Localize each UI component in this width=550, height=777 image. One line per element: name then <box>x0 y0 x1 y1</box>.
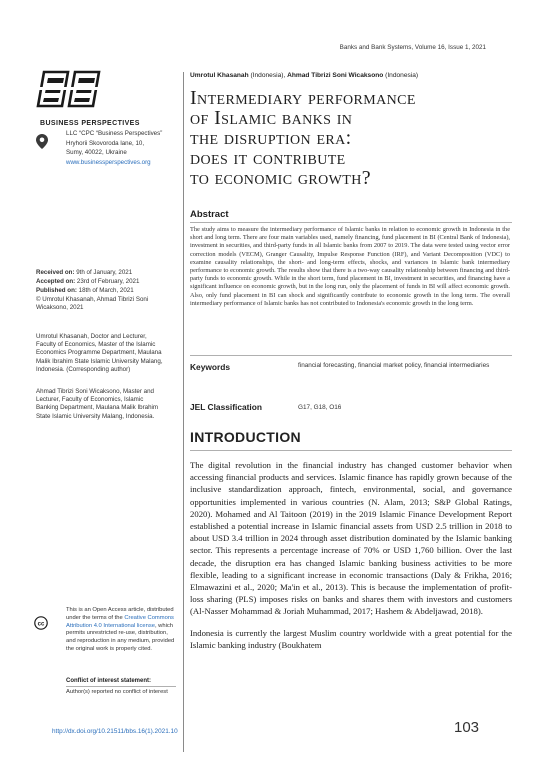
journal-line: Banks and Bank Systems, Volume 16, Issue 1, 2021 <box>339 44 486 51</box>
keywords-text: financial forecasting, financial market policy, financial intermediaries <box>298 362 490 369</box>
open-access-notice <box>66 607 176 654</box>
address-line: LLC “CPC “Business Perspectives” <box>66 130 163 137</box>
license-link[interactable]: Creative Commons Attribution 4.0 International license <box>66 614 174 629</box>
title-line: of Islamic banks in <box>190 107 353 129</box>
open-access-text: , which permits unrestricted re-use, distribution, and reproduction in any medium, provided the original work is properly cited. <box>66 622 175 652</box>
abstract-heading: Abstract <box>190 209 229 220</box>
introduction-body <box>190 459 512 651</box>
page-number: 103 <box>454 719 480 736</box>
accepted-date <box>36 277 139 286</box>
doi-link[interactable]: http://dx.doi.org/10.21511/bbs.16(1).2021.10 <box>52 728 178 735</box>
copyright-notice: © Umrotul Khasanah, Ahmad Tibrizi Soni Wicaksono, 2021 <box>36 296 149 312</box>
conflict-rule <box>66 686 176 687</box>
abstract-rule <box>190 222 512 223</box>
author-name: Umrotul Khasanah <box>190 72 249 79</box>
publisher-address <box>66 129 171 158</box>
business-perspectives-logo <box>34 68 109 110</box>
creative-commons-icon <box>34 616 48 630</box>
publisher-website-link[interactable]: www.businessperspectives.org <box>66 159 151 166</box>
title-line: the disruption era: <box>190 127 352 149</box>
title-line: Intermediary performance <box>190 87 416 109</box>
author-line <box>190 72 418 79</box>
author-country: (Indonesia), <box>248 72 288 79</box>
conflict-of-interest-label: Conflict of interest statement: <box>66 678 152 684</box>
received-value: 9th of January, 2021 <box>74 269 133 276</box>
abstract-text: The study aims to measure the intermediary performance of Islamic banks in relation to economic growth in Indonesia in the short and long term. There are four main variables used, namely financing, fund placement in BI (Central Bank of Indonesia), investment in securities, and third-party funds in all Islamic banks from 2007 to 2019. The data were tested using vector error correction models (VECM), Granger Causality, Impulse Response Function (IRF), and Variant Decomposition (VDC) to examine causality relationships, the short- and long-term effects, shocks, and variances in Islamic bank intermediary performance to economic growth. The results show that there is a two-way causality relationship between financing and third-party funds to economic growth. While in the short term, fund placement in BI, investment in securities, and financing have a significant influence on economic growth, but in the long run, only the placement of funds in BI will affect economic growth. Also, only fund placement in BI can shock and significantly contribute to economic growth in the long term. The overall intermediary performance of Islamic banks has not contributed to Indonesia's economic growth in the long term. <box>190 226 510 307</box>
title-line: to economic growth? <box>190 167 371 189</box>
address-line: Sumy, 40022, Ukraine <box>66 149 127 157</box>
jel-text: G17, G18, O16 <box>298 404 342 411</box>
open-access-text: This is an Open Access article, distributed under the terms of the <box>66 607 174 621</box>
received-date <box>36 268 139 277</box>
accepted-value: 23rd of February, 2021 <box>75 278 140 285</box>
author-country: (Indonesia) <box>383 72 419 79</box>
accepted-label: Accepted on: <box>36 278 76 285</box>
keywords-rule <box>190 355 512 356</box>
affiliation-second-author: Ahmad Tibrizi Soni Wicaksono, Master and Lecturer, Faculty of Economics, Islamic Banking Department, Maulana Malik Ibrahim State Islamic University Malang, Indonesia. <box>36 388 159 420</box>
received-label: Received on: <box>36 269 75 276</box>
column-divider <box>183 72 184 752</box>
published-label: Published on: <box>36 287 77 294</box>
keywords-label: Keywords <box>190 362 231 372</box>
publication-dates <box>36 268 139 295</box>
body-paragraph: The digital revolution in the financial industry has changed customer behavior when accessing financial products and services. Islamic finance has rapidly grown because of the inclusive standardization approach, fintech, environmental, social, and governance opportunities implemented in various countries (N. Alam, 2013; S&P Global Ratings, 2020). Mohamed and Al Taitoon (2019) in the 2019 Islamic Finance Development Report established a potential increase in Islamic financial assets from USD 2.5 trillion in 2018 to about USD 3.4 trillion in 2024 through asset distribution dominated by the Islamic banking sector. This represents a percentage increase of 70% or USD 1,760 billion. Over the last decade, the disruption era has changed Islamic banking business activities to be more flexible, leading to a significant increase in economic transactions (Daly & Frikha, 2016; Elmawazini et al., 2020; Ma'in et al., 2013). This is because the implementation of profit-loss sharing (PLS) imposes risks on banks and shares them with investors and customers (Al-Nasser Mohammad & Joriah Muhammad, 2017; Hashem & Abdeljawad, 2018). <box>190 460 512 617</box>
published-date <box>36 286 139 295</box>
introduction-heading: INTRODUCTION <box>190 429 301 445</box>
svg-text:cc: cc <box>37 621 45 628</box>
jel-label: JEL Classification <box>190 402 262 412</box>
conflict-of-interest-text: Author(s) reported no conflict of interest <box>66 689 168 695</box>
published-value: 18th of March, 2021 <box>76 287 134 294</box>
article-title <box>190 88 510 188</box>
body-paragraph: Indonesia is currently the largest Muslim country worldwide with a great potential for the Islamic banking industry (Boukhatem <box>190 627 512 650</box>
address-line: Hryhorii Skovoroda lane, 10, <box>66 139 145 147</box>
affiliation-first-author: Umrotul Khasanah, Doctor and Lecturer, Faculty of Economics, Master of the Islamic Economics Programme Department, Maulana Malik Ibrahim State Islamic University Malang, Indonesia. (Corresponding author) <box>36 333 163 373</box>
introduction-rule <box>190 450 512 451</box>
location-pin-icon <box>36 134 48 149</box>
title-line: does it contribute <box>190 147 346 169</box>
author-name: Ahmad Tibrizi Soni Wicaksono <box>287 72 384 79</box>
publisher-name: BUSINESS PERSPECTIVES <box>40 120 140 127</box>
